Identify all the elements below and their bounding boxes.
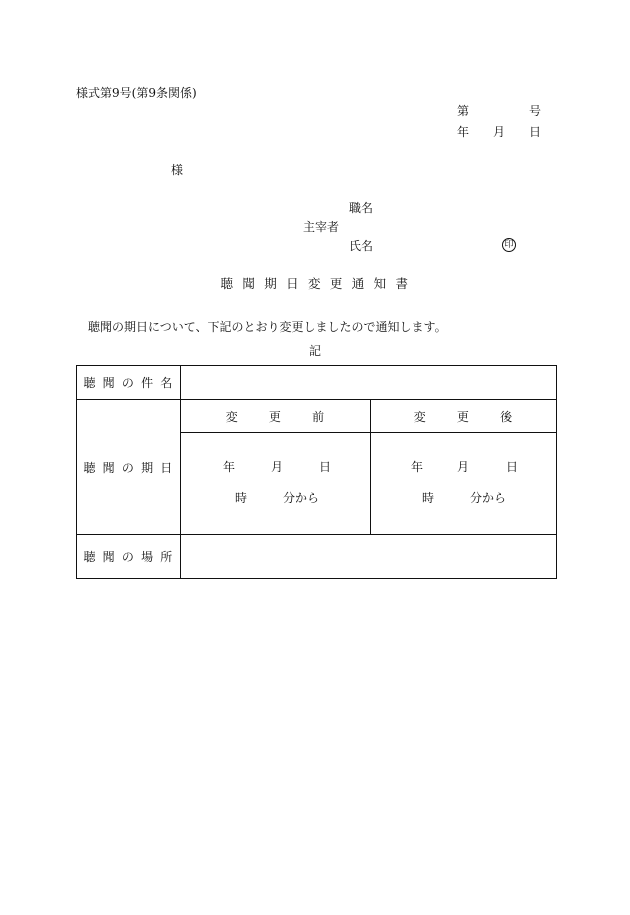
- case-name-label: 聴聞の件名: [77, 366, 181, 400]
- document-number-suffix: 号: [529, 104, 542, 118]
- ki-heading: 記: [308, 344, 321, 358]
- sender-name-label: 氏名: [349, 239, 374, 253]
- addressee-honorific: 様: [171, 163, 184, 177]
- after-month: 月: [457, 460, 470, 474]
- after-change-header: 変更後: [371, 400, 557, 433]
- before-month: 月: [271, 460, 284, 474]
- form-number: 様式第9号(第9条関係): [76, 86, 197, 100]
- after-hour: 時: [422, 491, 435, 505]
- after-year: 年: [411, 460, 424, 474]
- after-date-cell: [371, 433, 557, 535]
- sender-title-label: 職名: [349, 201, 374, 215]
- document-number-prefix: 第: [457, 104, 470, 118]
- organizer-label: 主宰者: [303, 220, 340, 234]
- before-minute: 分から: [283, 491, 320, 505]
- after-day: 日: [506, 460, 519, 474]
- place-value: [181, 535, 557, 579]
- seal-mark: 印: [502, 238, 516, 252]
- body-text: 聴聞の期日について、下記のとおり変更しましたので通知します。: [88, 320, 447, 334]
- after-minute: 分から: [470, 491, 507, 505]
- case-name-value: [181, 366, 557, 400]
- before-date-cell: [181, 433, 371, 535]
- date-label: 聴聞の期日: [77, 400, 181, 535]
- place-label: 聴聞の場所: [77, 535, 181, 579]
- before-year: 年: [223, 460, 236, 474]
- before-day: 日: [319, 460, 332, 474]
- table-row-place: [77, 535, 557, 579]
- date-year: 年: [457, 125, 470, 139]
- before-change-header: 変更前: [181, 400, 371, 433]
- hearing-table: [76, 365, 557, 579]
- date-month: 月: [493, 125, 506, 139]
- document-title: 聴聞期日変更通知書: [220, 276, 418, 291]
- before-hour: 時: [235, 491, 248, 505]
- table-row-header: [77, 400, 557, 433]
- date-day: 日: [529, 125, 542, 139]
- table-row-case-name: [77, 366, 557, 400]
